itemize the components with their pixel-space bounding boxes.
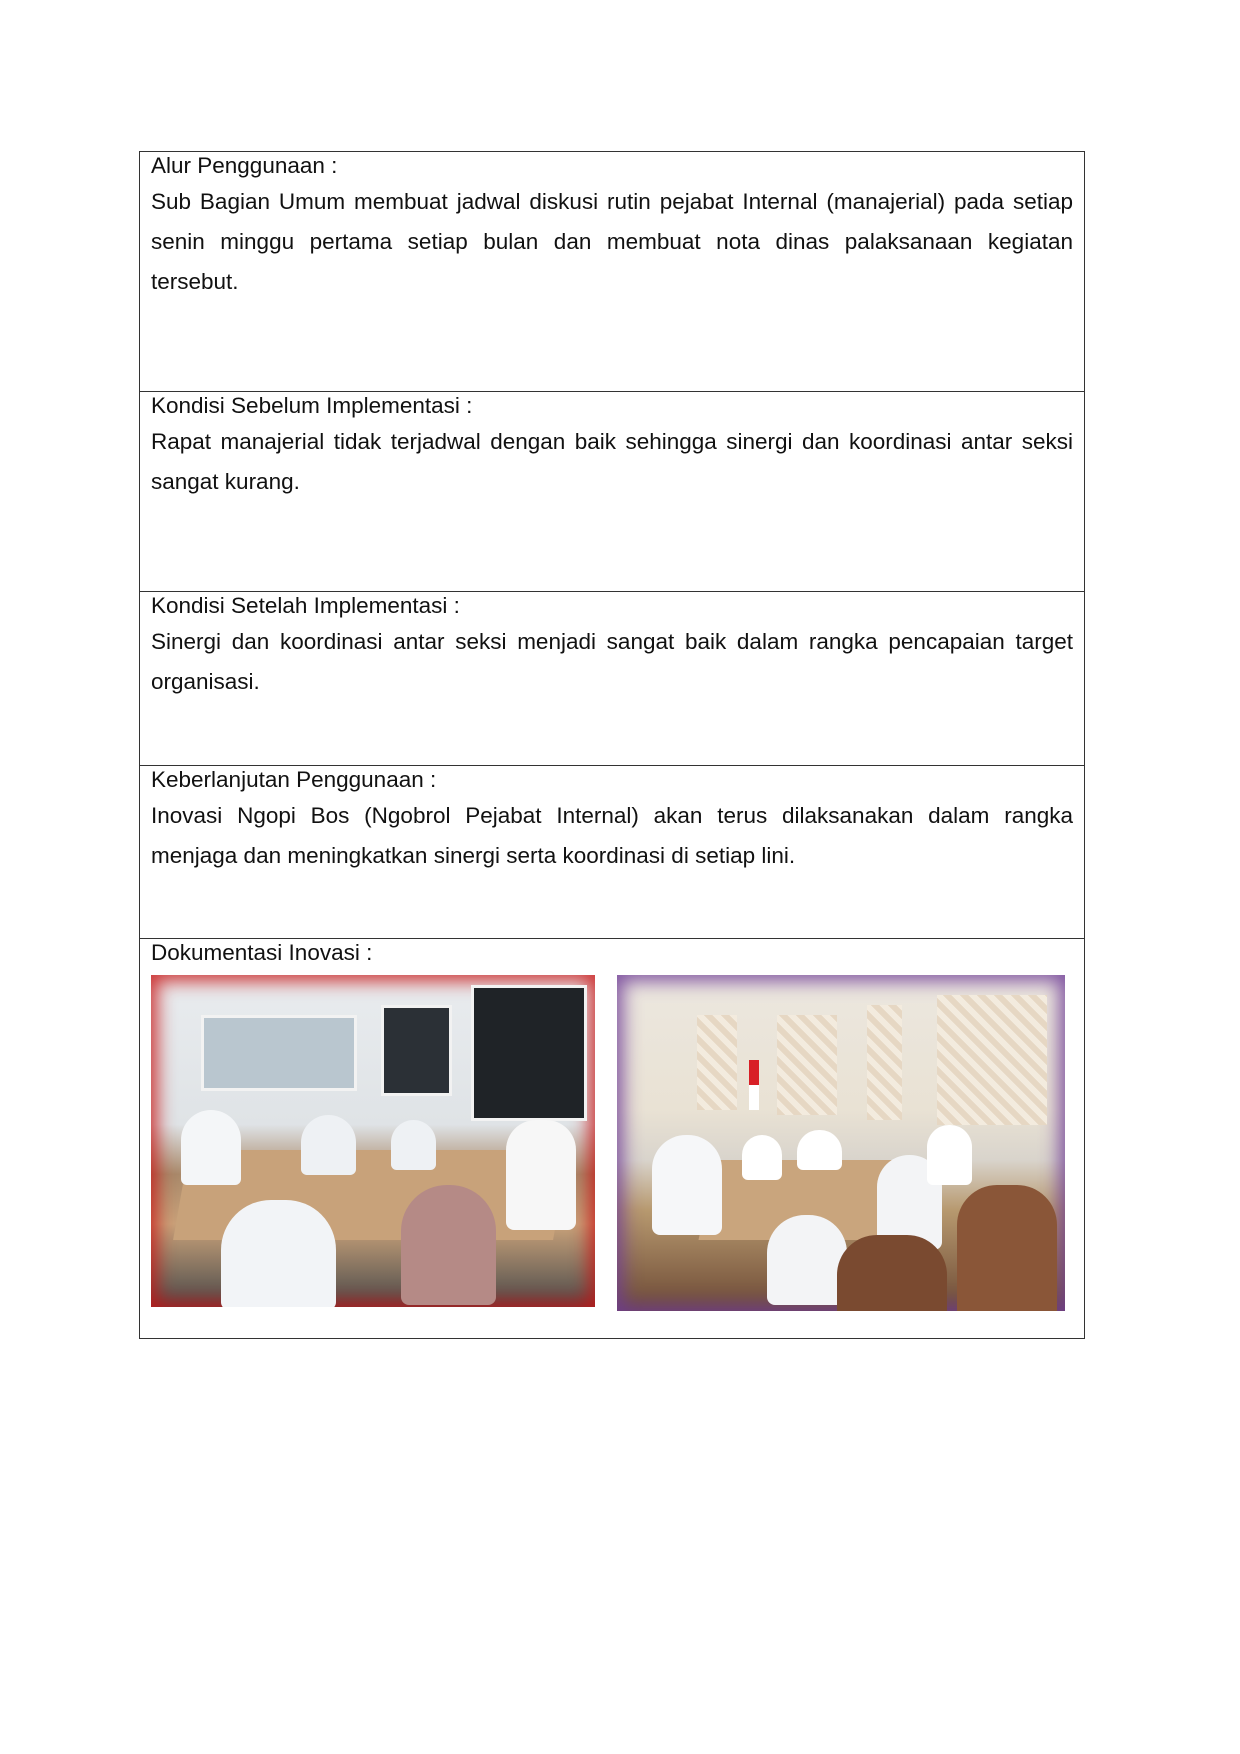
window-shape: [381, 1005, 452, 1096]
section-title: Alur Penggunaan :: [151, 153, 338, 178]
section-kondisi-setelah: [140, 592, 1084, 766]
person-shape: [391, 1120, 436, 1170]
wall-panel-shape: [867, 1005, 902, 1120]
photo-gallery: [151, 967, 1073, 1307]
person-shape: [797, 1130, 842, 1170]
window-shape: [471, 985, 587, 1121]
section-alur-penggunaan: [140, 152, 1084, 392]
document-table: [139, 151, 1085, 1339]
window-shape: [201, 1015, 357, 1091]
person-shape: [927, 1125, 972, 1185]
section-title: Keberlanjutan Penggunaan :: [151, 767, 437, 792]
chair-shape: [837, 1235, 947, 1311]
person-shape: [767, 1215, 847, 1305]
person-shape: [506, 1120, 576, 1230]
section-title: Kondisi Sebelum Implementasi :: [151, 393, 473, 418]
flag-shape: [749, 1085, 759, 1110]
person-shape: [401, 1185, 496, 1305]
meeting-photo-1: [151, 975, 595, 1307]
person-shape: [301, 1115, 356, 1175]
section-body: Sinergi dan koordinasi antar seksi menjadi sangat baik dalam rangka pencapaian target organisasi.: [151, 629, 1073, 694]
section-title: Kondisi Setelah Implementasi :: [151, 593, 460, 618]
wall-panel-shape: [777, 1015, 837, 1115]
person-shape: [742, 1135, 782, 1180]
person-shape: [652, 1135, 722, 1235]
section-keberlanjutan: [140, 766, 1084, 939]
section-dokumentasi: [140, 939, 1084, 1338]
section-body: Sub Bagian Umum membuat jadwal diskusi rutin pejabat Internal (manajerial) pada setiap senin minggu pertama setiap bulan dan membuat nota dinas palaksanaan kegiatan tersebut.: [151, 189, 1073, 294]
wall-panel-shape: [697, 1015, 737, 1110]
section-title: Dokumentasi Inovasi :: [151, 940, 373, 965]
meeting-photo-2: [617, 975, 1065, 1311]
section-kondisi-sebelum: [140, 392, 1084, 592]
section-body: Inovasi Ngopi Bos (Ngobrol Pejabat Internal) akan terus dilaksanakan dalam rangka menjaga dan meningkatkan sinergi serta koordinasi di setiap lini.: [151, 803, 1073, 868]
chair-shape: [957, 1185, 1057, 1311]
section-body: Rapat manajerial tidak terjadwal dengan baik sehingga sinergi dan koordinasi antar seksi sangat kurang.: [151, 429, 1073, 494]
flag-shape: [749, 1060, 759, 1085]
person-shape: [221, 1200, 336, 1307]
wall-panel-shape: [937, 995, 1047, 1125]
person-shape: [181, 1110, 241, 1185]
